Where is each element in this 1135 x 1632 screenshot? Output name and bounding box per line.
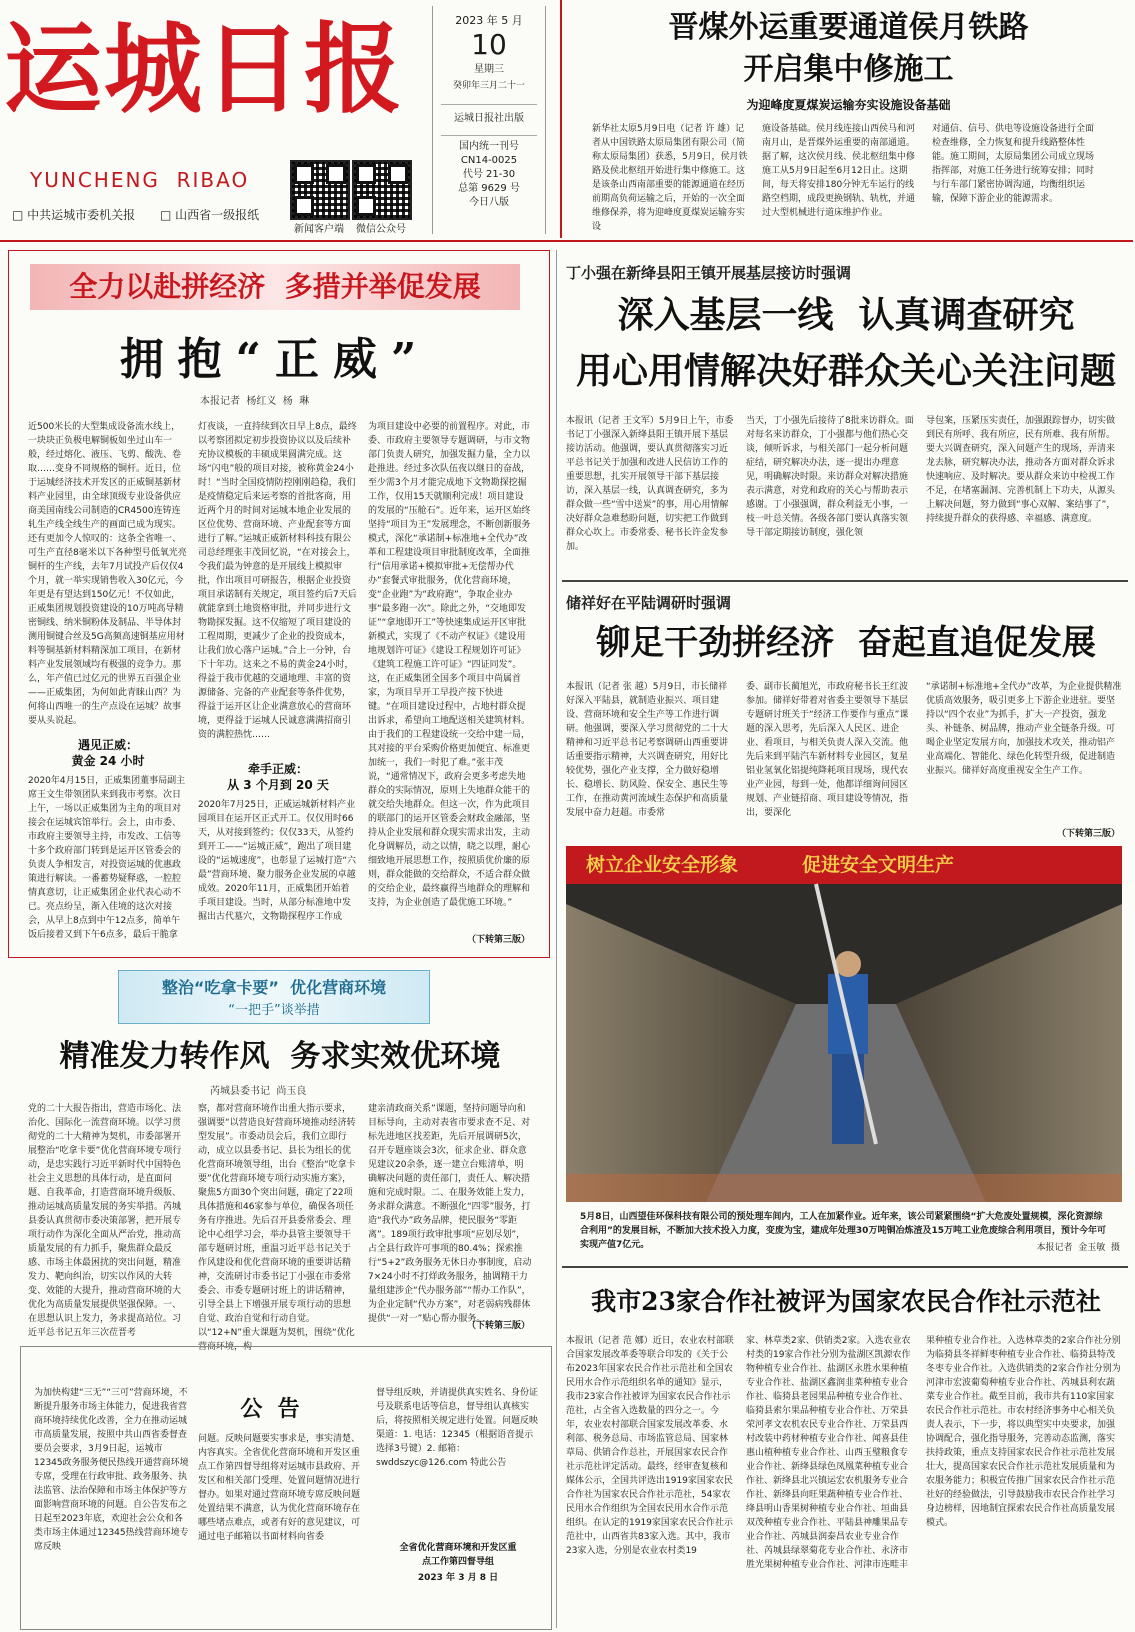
photo-illustration <box>566 884 1122 1202</box>
qr-wechat-label: 微信公众号 <box>356 224 406 235</box>
top-lead-col-3: 对通信、信号、供电等设施设备进行全面检查维修，全力恢复和提升线路整体性能。施工期间，太原局集团公司成立现场指挥部，对施工任务进行统筹安排；同时与行车部门紧密协调沟通，均衡组织运输，保障下游企业的能源需求。 <box>932 124 1095 204</box>
top-lead-col-2: 施设备基础。侯月线连接山西侯马和河南月山，是晋煤外运重要的南部通道。据了解，这次侯月线、侯北枢纽集中修施工从5月9日起至6月12日止。这期间，每天将安排180分钟无车运行的线路空档期，成段更换钢轨、轨枕，并通过大型机械进行道床维护作业。 <box>762 124 916 218</box>
story2-continued[interactable]: （下转第三版） <box>1056 829 1120 839</box>
left-feature-banner: 全力以赴拼经济 多措并举促发展 <box>30 264 520 310</box>
notice-sign-1: 全省优化营商环境和开发区重 <box>399 1543 517 1553</box>
masthead-pinyin: YUNCHENG RIBAO <box>30 168 250 192</box>
story2-col-2: 委、副市长蔺旭光，市政府秘书长王红波参加。储祥好带着对省委主要领导下基层专题研讨班关于“经济工作要作与重点”课题的深入思考，先后深入人民区、进企业、看项目，与相关负责人深入交流。他先后来到平陆汽车新材料专业园区，复星铝业氢氧化铝提纯降耗项目现场，现代农业产业园，每到一处，他都详细询问园区规划、产业链招商、项目建设等情况，指出，要深化 <box>746 682 909 818</box>
photo-worker-head <box>835 951 861 977</box>
story3-col-1: 本报讯（记者 范 娜）近日，农业农村部联合国家发展改革委等联合印发的《关于公布2023年国家农民合作社示范社和全国农民用水合作示范组织名单的通知》显示，我市23家合作社被评为国家农民合作社示范社，占全省入选数量的四分之一。今年，农业农村部联合国家发展改革委、水利部、税务总局、市场监管总局、国家林草局、供销合作总社，开展国家农民合作社示范社评定活动。最终，经审查复核和媒体公示，全国共评选出1919家国家农民合作社为国家农民合作社示范社，54家农民用水合作组织为全国农民用水合作示范组织。在认定的1919家国家农民合作社示范社中，山西省共83家入选。其中，我市23家入选，分别是农业农村类19 <box>566 1336 734 1556</box>
photo-orange-glow <box>566 1174 1122 1202</box>
story1-headline-2: 用心用情解决好群众关心关注问题 <box>575 350 1116 392</box>
story2-col-3: “承诺制+标准地+全代办”改革，为企业提供精准优质高效服务，吸引更多上下游企业进驻。要坚持以“四个农业”为抓手，扩大一产投资，强龙头、补链条、树品牌，推动产业全链条升级。可喝企业坚定发展方向，加强技术攻关，推动铝产业高端化、智能化、绿色化转型升级，促进制造业振兴。储祥好高度重视安全生产工作。 <box>926 682 1122 776</box>
factory-photo[interactable] <box>566 846 1122 1202</box>
notice-col-3: 督导组反映，并请提供真实姓名、身份证号及联系电话等信息，督导组认真核实后，将按照相关规定进行处置。问题反映渠道：1. 电话：12345（根据语音提示选择3号键）2. 邮箱：swddszyc@126.com 特此公告 <box>376 1388 539 1468</box>
date-year-month: 2023 年 5 月 <box>455 14 523 27</box>
story1-kicker: 丁小强在新绛县阳王镇开展基层接访时强调 <box>566 264 852 282</box>
left-feature-continued[interactable]: （下转第三版） <box>466 935 530 945</box>
story1-headline-1: 深入基层一线 认真调查研究 <box>617 294 1075 336</box>
notice-title: 公 告 <box>240 1396 300 1422</box>
top-lead-subtitle: 为迎峰度夏煤炭运输夯实设施设备基础 <box>746 98 951 112</box>
story1-col-3: 导包案，压紧压实责任，加强跟踪督办，切实做到民有所呼、我有所应，民有所难、我有所帮。要大兴调查研究，深入问题产生的现场，弄清来龙去脉，研究解决办法，推动各方面对群众诉求快速响应、及时解决。要从群众来访中检视工作不足，在堵塞漏洞、完善机制上下功夫，从源头上解决问题，努力做到“事心双解、案结事了”，持续提升群众的获得感、幸福感、满意度。 <box>926 416 1116 524</box>
qr-code-wechat[interactable] <box>352 160 412 220</box>
photo-sign-1: 树立企业安全形象 <box>586 854 739 876</box>
publisher: 运城日报社出版 <box>454 113 524 124</box>
notice-date: 2023 年 3 月 8 日 <box>417 1573 499 1583</box>
date-weekday: 星期三 <box>474 64 504 75</box>
story2-headline: 铆足干劲拼经济 奋起直追促发展 <box>596 623 1096 663</box>
notice-sign-2: 点工作第四督导组 <box>421 1557 494 1567</box>
left-feature-sub2a: 牵手正威： <box>247 762 308 776</box>
story1-col-2: 当天，丁小强先后接待了8批来访群众。面对每名来访群众，丁小强都与他们热心交谈，倾听诉求，与相关部门一起分析问题症结，研究解决办法，逐一提出办理意见，明确解决时限。来访群众对解决措施表示满意，对党和政府的关心与帮助表示感谢。丁小强强调，群众利益无小事，一枝一叶总关情。各级各部门要认真落实领导干部定期接访制度，强化领 <box>746 416 914 538</box>
story3-headline: 我市23家合作社被评为国家农民合作社示范社 <box>591 1287 1101 1316</box>
left-bottom-byline: 芮城县委书记 尚玉良 <box>210 1086 307 1097</box>
notice-col-1: 为加快构建“三无”“三可”营商环境，不断提升服务市场主体能力，促进我省营商环境持续优化改善，全力在推动运城市高质量发展，按照中共山西省委督查要员会要求，3月9日起，运城市12345政务服务便民热线开通营商环境专席，受理在行政审批、政务服务、执法监管、法治保障和市场主体保护等方面影响营商环境的问题。自公告发布之日起至2023年底，欢迎社会公众和各类市场主体通过12345热线营商环境专席反映 <box>34 1388 189 1552</box>
left-bottom-col-2: 察，都对营商环境作出重大指示要求，强调要“以营造良好营商环境推动经济转型发展”。市委动员会后，我们立即行动，成立以县委书记、县长为组长的优化营商环境领导组，出台《整治“吃拿卡要”优化营商环境专项行动实施方案》，聚焦5方面30个突出问题，确定了22项具体措施和46家参与单位，确保各项任务有序推进。先后召开县委常委会、理论中心组学习会，举办县管主要领导干部专题研讨班，重温习近平总书记关于作风建设和优化营商环境的重要讲话精神，交流研讨市委书记丁小强在市委常委会、市委专题研讨班上的讲话精神，引导全县上下增强开展专项行动的思想自觉、政治自觉和行动自觉。以“12+N”重大课题为契机，围绕“优化营商环境，构 <box>198 1104 356 1352</box>
story3-col-3: 果种植专业合作社。入选林草类的2家合作社分别为临猗县冬祥鲜枣种植专业合作社、临猗县特茂冬枣专业合作社。入选供销类的2家合作社分别为河津市宏波葡萄种植专业合作社、芮城县利农蔬菜专业合作社。截至目前，我市共有110家国家农民合作社示范社。市农村经济事务中心相关负责人表示，下一步，将以典型实中央要求，加强协调配合，强化指导服务，完善动态监测，落实扶持政策，重点支持国家农民合作社示范社发展壮大，提高国家农民合作社示范社发展质量和为农服务能力；积极宣传推广国家农民合作社示范社好的经验做法，引导鼓励我市农民合作社学习身边榜样，因地制宜探索农民合作社高质量发展模式。 <box>926 1336 1121 1528</box>
postal-code: 代号 21-30 <box>462 169 516 180</box>
left-feature-sub1a: 遇见正威： <box>77 738 138 752</box>
date-day: 10 <box>471 28 507 61</box>
left-feature-col-1b: 2020年4月15日，正威集团董事局副主席王文生带领团队来到我市考察。次日上午，一场以正威集团为主角的项目对接会在运城宾馆举行。会上，由市委、市政府主要领导主持，市发改、工信等十多个政府部门转到是运开区管委会的负责人争相发言，对投资运城的优惠政策进行解读。一番蓄势疑释惑，一腔腔情真意切，让正威集团企业代表心动不已。亮点纷呈，渐入佳境的这次对接会，从早上8点到中午12点多，简单午饭后接着又到下午6点多，最后干脆拿 <box>28 776 186 940</box>
left-feature-col-1: 近500米长的大型集成设备流水线上，一块块正负极电解铜板如坐过山车一般，经过熔化、液压、飞剪、酸洗、卷取……变身不同规格的铜杆。近日，位于运城经济技术开发区的正威铜基新材料产业园里，由全球顶级专业设备供应商美国南线公司制造的CR4500连铸连轧生产线全线生产的画面已成为现实。还有更加令人惊叹的：这条全省唯一、可生产直径8毫米以下各种型号低氧光亮铜杆的生产线，去年7月试投产后仅仅4个月，就一举实现销售收入30亿元，今年更是有望达到150亿元！不仅如此，正威集团规划投资建设的10万吨高导精密铜线、纳米铜粉体及制品、半导体封测用铜键合丝及5G高频高速铜基应用材料等铜基新材料精深加工项目，在新材料产业发展领域均有极强的竞争力。那么，年产值已过亿元的世界五百强企业——正威集团，为何如此青睐山西？为何将山西唯一的生产点设在运城？故事要从头说起。 <box>28 422 187 726</box>
masthead-sponsor-2: □ 山西省一级报纸 <box>160 208 260 222</box>
issn-label: 国内统一刊号 <box>459 141 519 152</box>
masthead-sponsor-1: □ 中共运城市委机关报 <box>12 208 136 222</box>
qr-news-app-label: 新闻客户端 <box>294 224 344 235</box>
total-issue: 总第 9629 号 <box>458 183 520 194</box>
top-lead-headline-1: 晋煤外运重要通道侯月铁路 <box>668 10 1029 45</box>
qr-code-news-app[interactable] <box>290 160 350 220</box>
left-feature-col-2b: 2020年7月25日，正威运城新材料产业园项目在运开区正式开工。仅仅用时66天，从对接到签约；仅仅33天，从签约到开工——“运城正威”，跑出了项目建设的“运城速度”，也彰显了运城打造“六最”营商环境、聚力服务企业发展的卓越成效。2020年11月，正威集团开始着手项目建设。当时，从部分标准地中发掘出古代墓穴，文物勘探程序工作成 <box>198 800 356 922</box>
left-feature-col-2: 灯夜谈，一直持续到次日早上8点，最终以考察团拟定初步投资协议以及后续补充协议模板的丰硕成果圆满完成。这场“闪电”般的项目对接，被称黄金24小时！“当时全国疫情防控刚刚趋稳，我们是疫情稳定后来运考察的首批客商，用近两个月的时间对运城本地企业发展的区位优势、营商环境、产业配套等方面进行了解。”运城正威新材料科技有限公司总经理张丰茂回忆说，“在对接会上，令我们最为钟意的是开展线上模拟审批，作出项目可研报告，根据企业投资项目承诺制有关规定，项目签约后7天后就能拿到土地资格审批，并同步进行文物勘探发掘。这不仅缩短了项目建设的工程周期，更减少了企业的投资成本，让我们放心落户运城。”合上一分钟，台下十年功。这来之不易的黄金24小时，得益于我市优越的交通地理、丰富的资源储备、完备的产业配套等条件优势，得益于运开区让企业满意放心的营商环境，更得益于运城人民诚意满满招商引资的满腔热忱…… <box>198 422 357 740</box>
date-lunar: 癸卯年三月二十一 <box>452 81 525 91</box>
photo-credit: 本报记者 金玉敏 摄 <box>1036 1243 1120 1253</box>
left-feature-byline: 本报记者 杨红义 杨 琳 <box>200 396 310 407</box>
story1-col-1: 本报讯（记者 王文军）5月9日上午，市委书记丁小强深入新绛县阳王镇开展下基层接访活动。他强调，要认真贯彻落实习近平总书记关于加强和改进人民信访工作的重要思想，扎实开展领导干部下基层接访，深入基层一线，认真调查研究，多为群众做一些“雪中送炭”的事，用心用情解决好群众急难愁盼问题，切实把工作做到群众心坎上。市委常委、秘书长许金发参加。 <box>566 416 734 552</box>
masthead-title: 运城日报 <box>4 12 405 127</box>
story2-kicker: 储祥好在平陆调研时强调 <box>566 594 732 612</box>
issn: CN14-0025 <box>460 155 518 166</box>
top-lead-headline-2: 开启集中修施工 <box>743 52 954 87</box>
left-bottom-col-3: 建亲清政商关系”课题，坚持问题导向和目标导向，主动对表省市要求查不足、对标先进地区找差距，先后开展调研5次，召开专题座谈会3次，征求企业、群众意见建议20余条，逐一建立台账清单，明确解决问题的责任部门，责任人、解决措施和完成时限。二、在服务效能上发力，务求群众满意。不断强化“四零”服务，打造“我代办”政务品牌，使民服务“零距离”。189项行政审批事项“应划尽划”，占全县行政许可事项的80.4%；探索推行“5+2”政务服务无休日办事制度，启动7×24小时不打烊政务服务，抽调精干力量组建涉企“代办服务部”“帮办工作队”，为企业定制“代办方案”，对老弱病残群体提供“一对一”贴心帮办服务。 <box>368 1104 532 1324</box>
notice-col-2: 问题。反映问题要实事求是，事实清楚、内容真实。全省优化营商环境和开发区重点工作第四督导组将对运城市县政府、开发区和相关部门受理、处置问题情况进行督办。如果对通过营商环境专席反映问题处置结果不满意，认为优化营商环境存在哪些堵点难点，或者有好的意见建议，可通过电子邮箱以书面材料向省委 <box>198 1434 361 1542</box>
photo-caption: 5月8日，山西望佳环保科技有限公司的预处理车间内，工人在加紧作业。近年来，该公司紧紧围绕“扩大危废处置规模，深化资源综合利用”的发展目标，不断加大技术投入力度，变废为宝，建成年处理30万吨铜冶炼渣及15万吨工业危废综合利用项目，预计今年可实现产值7亿元。 <box>580 1212 1106 1250</box>
left-bottom-banner <box>118 970 430 1024</box>
left-bottom-col-1: 党的二十大报告指出，营造市场化、法治化、国际化一流营商环境。以学习贯彻党的二十大精神为契机，市委部署开展整治“吃拿卡要”优化营商环境专项行动，是忠实践行习近平新时代中国特色社会主义思想的具体行动，是直面问题、自我革命，打造营商环境升级版、推动运城高质量发展的务实举措。芮城县委认真贯彻市委决策部署，把开展专项行动作为深化全面从严治党，推动高质量发展的有力抓手，聚焦群众最反感、市场主体最困扰的突出问题，精准发力、靶向纠治，切实以作风的大转变、效能的大提升，推动营商环境的大优化为高质量发展提供坚强保障。一、在思想认识上发力，务求提高站位。习近平总书记五年三次莅晋考 <box>28 1104 182 1338</box>
top-lead-col-1: 新华社太原5月9日电（记者 许 雄）记者从中国铁路太原局集团有限公司（简称太原局集团）获悉，5月9日，侯月铁路及侯北枢纽开始进行集中修施工。这是该条山西南部重要的能源通道在经历前期高负荷运输之后，开始的一次全面维修保养，将为迎峰度夏煤炭运输夯实设 <box>592 124 748 232</box>
date-block <box>432 6 546 234</box>
photo-sign-2: 促进安全文明生产 <box>802 854 955 876</box>
left-bottom-banner-1: 整治“吃拿卡要” 优化营商环境 <box>161 978 387 997</box>
story3-col-2: 家、林草类2家、供销类2家。入选农业农村类的19家合作社分别为盐湖区凯源农作物种植专业合作社、盐湖区永胜水果种植专业合作社、盐湖区鑫润韭菜种植专业合作社、临猗县老园果品种植专业合作社、临猗县索尔果品种植专业合作社、万荣县荣河孝文农机农民专业合作社、万荣县西村改装中药材种植专业合作社、闻喜县佳惠山植种植专业合作社、山西玉璧粮食专业合作社、新绛县绿色凤凰菜种植专业合作社、新绛县北兴镇运宏农机服务专业合作社、新绛县向旺果蔬种植专业合作社、绛县明山香果树种植专业合作社、垣曲县双茂种植专业合作社、平陆县神雕果品专业合作社、芮城县润泰昌农业专业合作社、芮城县绿翠菊花专业合作社、永济市胜光果树种植专业合作社、河津市连畦丰 <box>746 1336 911 1570</box>
left-bottom-banner-2: “一把手”谈举措 <box>228 1003 320 1018</box>
left-feature-headline: 拥抱“正威” <box>119 334 431 385</box>
left-bottom-headline: 精准发力转作风 务求实效优环境 <box>59 1039 501 1074</box>
story2-col-1: 本报讯（记者 张 越）5月9日，市长储祥好深入平陆县，就制造业振兴、项目建设、营商环境和安全生产等工作进行调研。他强调，要深入学习贯彻党的二十大精神和习近平总书记考察调研山西重要讲话重要指示精神，大兴调查研究，用好比较优势，强化产业支撑，全力做好稳增长、稳增长、防风险、保安全、惠民生等工作，在推动黄河流域生态保护和高质量发展中奋力赶超。市委常 <box>566 682 729 818</box>
page-count: 今日八版 <box>469 197 509 208</box>
left-bottom-continued[interactable]: （下转第三版） <box>466 1321 530 1331</box>
left-feature-sub1b: 黄金 24 小时 <box>71 754 145 768</box>
left-feature-sub2b: 从 3 个月到 20 天 <box>227 778 329 792</box>
left-feature-col-3: 为项目建设中必要的前置程序。对此，市委、市政府主要领导专题调研，与市文物部门负责人研究，加强发掘力量，全力以赴推进。经过多次队伍夜以继日的奋战，至少需3个月才能完成地下文物勘探挖掘工作，仅用15天就顺利完成！项目建设的发展的“压舱石”。近年来，运开区始终坚持“项目为王”发展理念，不断创新服务模式，深化“承诺制+标准地+全代办”改革和工程建设项目审批制度改革，全面推行“信用承诺+模拟审批+无偿帮办代办”套餐式审批服务，优化营商环境，变“企业跑”为“政府跑”，争取企业办事“最多跑一次”。除此之外，“交地即发证”“拿地即开工”等快速集成运开区审批新模式，实现了《不动产权证》《建设用地规划许可证》《建设工程规划许可证》《建筑工程施工许可证》“四证同发”。这，在正威集团全国多个项目中尚属首家，为项目早开工早投产按下快进键。“在项目建设过程中，占地村群众提出诉求，希望向工地配送相关建筑材料。由于我们的工程建设统一交给中建一局，其对接的平台采购价格更加便宜、标准更加统一，我们一时犯了难。”张丰茂说，“通常情况下，政府会更多考虑失地群众的实际情况，原则上失地群众能干的就交给失地群众。但这一次，作为此项目的联部门的运开区管委会财政金融部，坚持从企业发展和群众现实需求出发，主动化身调解员，动之以情，晓之以理，耐心细致地开展思想工作，按照质优价廉的原则，群众能做的交给群众，不适合群众做的交给企业，最终赢得当地群众的理解和支持，为企业创造了最优施工环境。” <box>368 422 531 908</box>
top-lead-story <box>560 0 1135 238</box>
